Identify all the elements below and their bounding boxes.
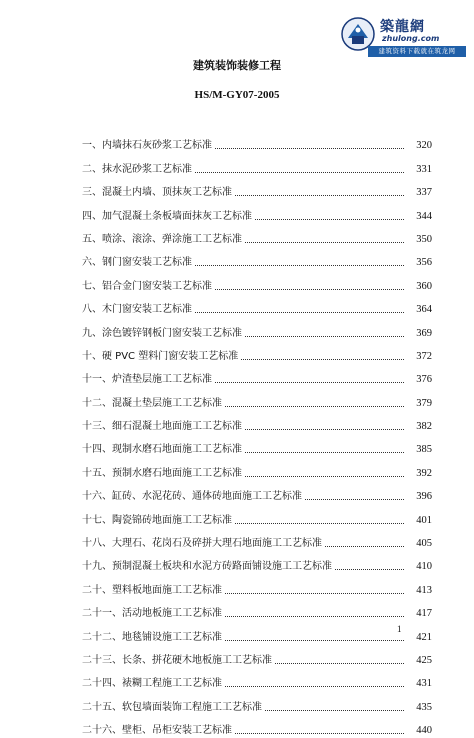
toc-entry-page: 382 [416,421,432,433]
toc-leader-dots [245,451,404,453]
toc-leader-dots [245,475,404,477]
toc-entry-page: 337 [416,187,432,199]
toc-entry[interactable] [82,645,432,668]
toc-entry-page: 350 [416,233,432,245]
toc-entry-title: 十二、混凝土垫层施工工艺标准 [82,397,222,409]
zhulong-logo [340,14,468,58]
page-number: 1 [397,624,402,634]
toc-entry-title: 十八、大理石、花岗石及碎拼大理石地面施工工艺标准 [82,538,322,550]
toc-entry-page: 417 [416,608,432,620]
toc-leader-dots [245,241,404,243]
toc-entry-page: 364 [416,304,432,316]
toc-entry-page: 431 [416,678,432,690]
toc-leader-dots [235,194,404,196]
toc-leader-dots [215,381,404,383]
toc-leader-dots [325,545,404,547]
toc-entry-title: 二十一、活动地板施工工艺标准 [82,608,222,620]
toc-entry-page: 425 [416,654,432,666]
toc-entry[interactable] [82,247,432,270]
toc-entry-title: 十四、现制水磨石地面施工工艺标准 [82,444,242,456]
toc-entry-page: 376 [416,374,432,386]
toc-leader-dots [225,685,404,687]
toc-leader-dots [275,662,404,664]
toc-leader-dots [225,615,404,617]
toc-entry-title: 四、加气混凝土条板墙面抹灰工艺标准 [82,210,252,222]
toc-entry[interactable] [82,364,432,387]
toc-entry-page: 385 [416,444,432,456]
toc-entry-page: 401 [416,514,432,526]
toc-entry-title: 二十六、壁柜、吊柜安装工艺标准 [82,725,232,737]
toc-leader-dots [225,405,404,407]
toc-entry-title: 十三、细石混凝土地面施工工艺标准 [82,421,242,433]
toc-leader-dots [255,218,404,220]
table-of-contents [82,130,432,738]
toc-entry[interactable] [82,481,432,504]
toc-leader-dots [335,568,404,570]
toc-entry-page: 396 [416,491,432,503]
toc-entry-title: 九、涂色镀锌钢板门窗安装工艺标准 [82,327,242,339]
toc-entry-page: 410 [416,561,432,573]
toc-entry[interactable] [82,200,432,223]
toc-entry[interactable] [82,317,432,340]
toc-entry[interactable] [82,574,432,597]
toc-leader-dots [225,592,404,594]
toc-entry-title: 十一、炉渣垫层施工工艺标准 [82,374,212,386]
toc-entry[interactable] [82,387,432,410]
logo-name: 築龍網 [380,19,425,35]
toc-entry-page: 405 [416,538,432,550]
toc-entry-title: 十七、陶瓷锦砖地面施工工艺标准 [82,514,232,526]
toc-entry-page: 331 [416,163,432,175]
toc-entry-title: 一、内墙抹石灰砂浆工艺标准 [82,140,212,152]
toc-entry-title: 二十四、裱糊工程施工工艺标准 [82,678,222,690]
toc-leader-dots [215,288,404,290]
toc-leader-dots [195,264,404,266]
logo-domain: zhulong.com [382,34,440,43]
toc-leader-dots [195,171,404,173]
toc-entry[interactable] [82,130,432,153]
toc-entry[interactable] [82,270,432,293]
toc-entry[interactable] [82,715,432,738]
toc-entry-title: 二十二、地毯铺设施工工艺标准 [82,631,222,643]
toc-entry-page: 379 [416,397,432,409]
toc-entry[interactable] [82,504,432,527]
toc-entry-page: 372 [416,350,432,362]
toc-entry-page: 413 [416,584,432,596]
toc-entry-title: 十五、预制水磨石地面施工工艺标准 [82,467,242,479]
toc-entry[interactable] [82,457,432,480]
toc-entry-page: 344 [416,210,432,222]
toc-entry-title: 十六、缸砖、水泥花砖、通体砖地面施工工艺标准 [82,491,302,503]
toc-entry[interactable] [82,434,432,457]
toc-entry-title: 五、喷涂、滚涂、弹涂施工工艺标准 [82,233,242,245]
toc-leader-dots [241,358,404,360]
toc-entry[interactable] [82,411,432,434]
toc-entry[interactable] [82,621,432,644]
toc-entry-page: 320 [416,140,432,152]
toc-leader-dots [305,498,404,500]
toc-entry[interactable] [82,598,432,621]
toc-entry-title: 二十、塑料板地面施工工艺标准 [82,584,222,596]
toc-entry-title: 二十五、软包墙面装饰工程施工工艺标准 [82,701,262,713]
toc-entry[interactable] [82,177,432,200]
toc-leader-dots [225,639,404,641]
toc-entry-title: 六、钢门窗安装工艺标准 [82,257,192,269]
toc-entry-page: 360 [416,280,432,292]
toc-entry[interactable] [82,294,432,317]
document-title: 建筑装饰装修工程 [193,59,281,72]
toc-entry-page: 369 [416,327,432,339]
toc-entry-title: 八、木门窗安装工艺标准 [82,304,192,316]
toc-leader-dots [215,147,404,149]
toc-entry-title: 十、硬 PVC 塑料门窗安装工艺标准 [82,350,239,362]
toc-leader-dots [245,428,404,430]
logo-banner: 建筑资料下载就在筑龙网 [368,46,466,57]
toc-entry[interactable] [82,224,432,247]
toc-leader-dots [235,522,404,524]
toc-entry-title: 二、抹水泥砂浆工艺标准 [82,163,192,175]
toc-entry-page: 440 [416,725,432,737]
toc-entry-page: 421 [416,631,432,643]
toc-entry[interactable] [82,668,432,691]
toc-entry-title: 七、铝合金门窗安装工艺标准 [82,280,212,292]
toc-entry[interactable] [82,691,432,714]
toc-entry-title: 十九、预制混凝土板块和水泥方砖路面铺设施工工艺标准 [82,561,332,573]
toc-entry[interactable] [82,528,432,551]
toc-entry[interactable] [82,153,432,176]
toc-leader-dots [245,335,404,337]
toc-leader-dots [235,732,404,734]
toc-entry-title: 三、混凝土内墙、顶抹灰工艺标准 [82,187,232,199]
toc-entry-page: 392 [416,467,432,479]
toc-leader-dots [195,311,404,313]
toc-entry-page: 356 [416,257,432,269]
toc-entry[interactable] [82,341,432,364]
toc-entry[interactable] [82,551,432,574]
document-code: HS/M-GY07-2005 [194,89,280,101]
toc-entry-page: 435 [416,701,432,713]
toc-entry-title: 二十三、长条、拼花硬木地板施工工艺标准 [82,654,272,666]
toc-leader-dots [265,709,404,711]
